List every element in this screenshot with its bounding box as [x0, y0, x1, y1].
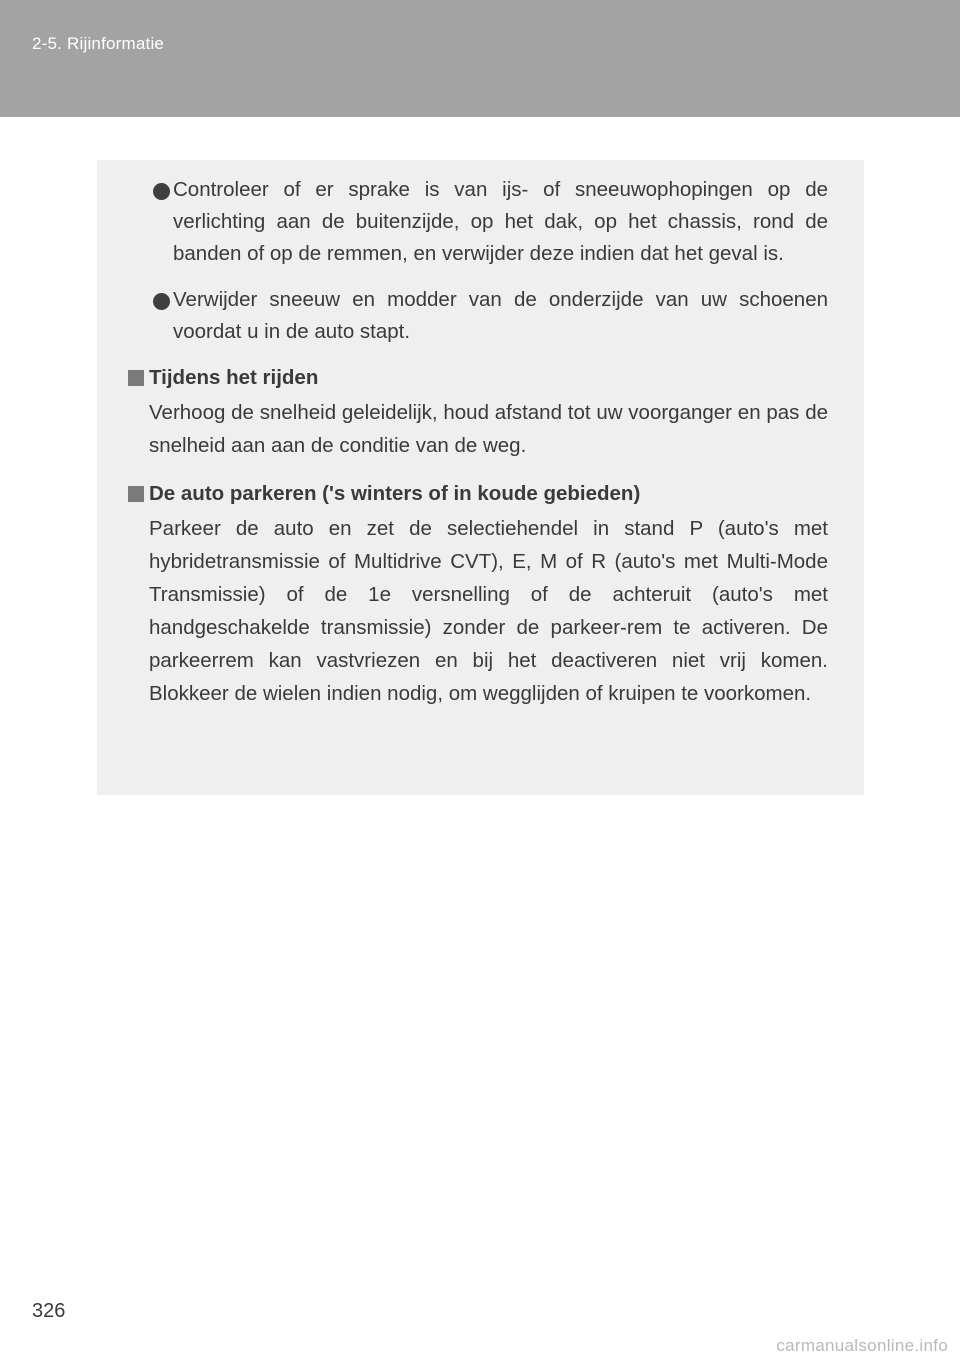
square-marker-icon — [128, 486, 144, 502]
section-paragraph: Parkeer de auto en zet de selectiehendel in stand P (auto's met hybridetransmissie of Multidrive CVT), E, M of R (auto's met Multi-Mode Transmissie) of de 1e versnelling of de achteruit (auto's met handgeschakelde transmissie) zonder de parkeer-rem te activeren. De parkeerrem kan vastvriezen en bij het deactiveren niet vrij komen. Blokkeer de wielen indien nodig, om wegglijden of kruipen te voorkomen. — [149, 517, 828, 705]
section-heading-text: Tijdens het rijden — [149, 366, 319, 389]
section-label: 2-5. Rijinformatie — [32, 34, 165, 53]
watermark: carmanualsonline.info — [776, 1336, 948, 1355]
bullet-dot-icon — [153, 183, 170, 200]
bullet-item — [121, 174, 828, 270]
note-box — [97, 160, 864, 795]
bullet-item — [121, 284, 828, 348]
section-paragraph: Verhoog de snelheid geleidelijk, houd afstand tot uw voorganger en pas de snelheid aan aan de conditie van de weg. — [149, 401, 828, 457]
section-heading — [121, 478, 828, 510]
section-heading — [121, 362, 828, 394]
square-marker-icon — [128, 370, 144, 386]
bullet-dot-icon — [153, 293, 170, 310]
section-heading-text: De auto parkeren ('s winters of in koude gebieden) — [149, 482, 641, 505]
page-number: 326 — [32, 1300, 66, 1322]
bullet-text: Controleer of er sprake is van ijs- of sneeuwophopingen op de verlichting aan de buitenzijde, op het dak, op het chassis, rond de banden of op de remmen, en verwijder deze indien dat het geval is. — [173, 178, 828, 265]
header-band — [0, 0, 960, 117]
bullet-text: Verwijder sneeuw en modder van de onderzijde van uw schoenen voordat u in de auto stapt. — [173, 288, 828, 343]
